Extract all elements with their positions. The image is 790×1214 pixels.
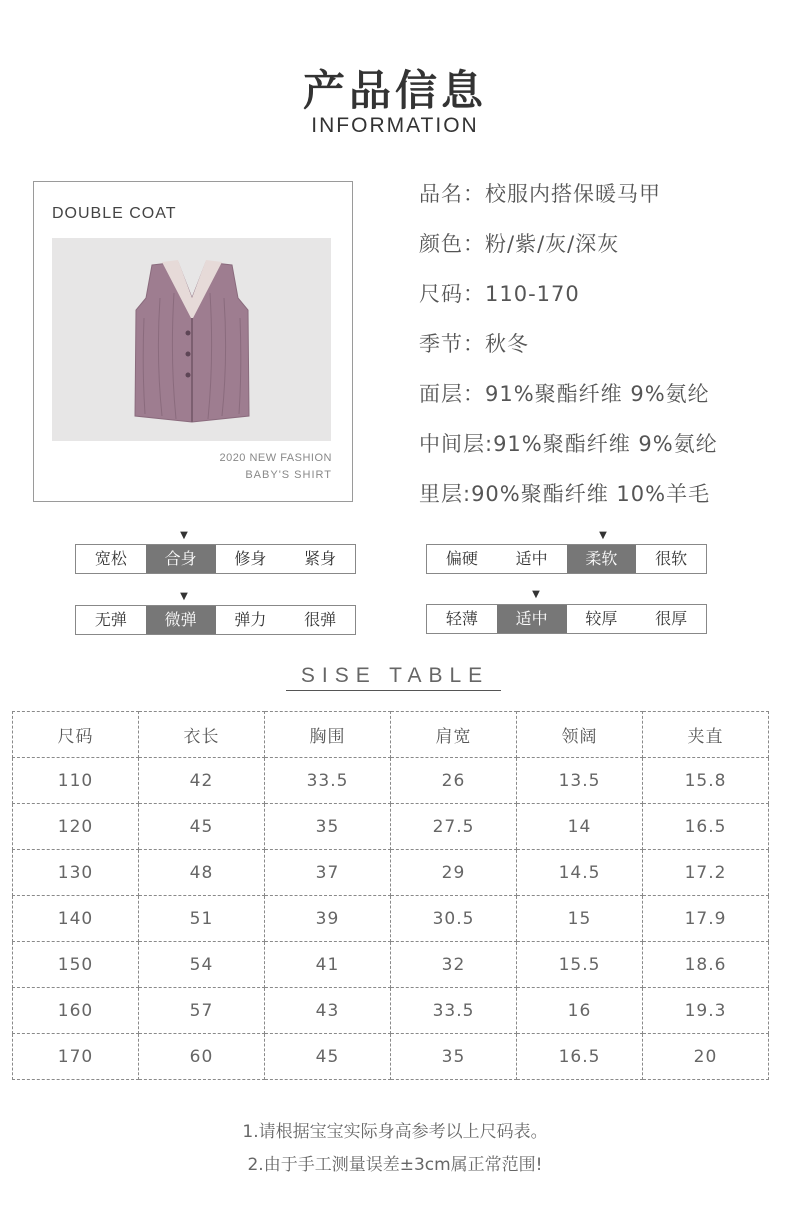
table-cell: 39: [265, 896, 391, 942]
vest-button: [186, 331, 191, 336]
table-cell: 170: [13, 1034, 139, 1080]
product-card-label: DOUBLE COAT: [52, 205, 177, 222]
elasticity-option: 无弹: [94, 610, 127, 629]
softness-option: 偏硬: [445, 549, 478, 568]
table-cell: 14: [517, 804, 643, 850]
table-cell: 26: [391, 758, 517, 804]
elasticity-option: 很弹: [304, 610, 337, 629]
product-photo: [52, 238, 331, 441]
fit-option: 修身: [234, 549, 267, 568]
table-cell: 14.5: [517, 850, 643, 896]
size-table-header-row: [13, 712, 769, 758]
thickness-marker-icon: ▼: [532, 589, 540, 600]
table-cell: 19.3: [643, 988, 769, 1034]
table-cell: 20: [643, 1034, 769, 1080]
header-cell: 尺码: [13, 712, 139, 758]
page-title: 产品信息: [302, 66, 487, 115]
table-row: [13, 942, 769, 988]
vest-button: [186, 373, 191, 378]
elasticity-scale: [75, 605, 356, 635]
table-cell: 16.5: [643, 804, 769, 850]
table-cell: 60: [139, 1034, 265, 1080]
table-cell: 32: [391, 942, 517, 988]
softness-option: 很软: [655, 549, 688, 568]
table-cell: 41: [265, 942, 391, 988]
spec-middle-layer: 中间层:91%聚酯纤维 9%氨纶: [419, 432, 718, 456]
table-cell: 15.5: [517, 942, 643, 988]
table-cell: 27.5: [391, 804, 517, 850]
spec-color: 颜色：粉/紫/灰/深灰: [419, 232, 620, 256]
table-cell: 15: [517, 896, 643, 942]
fit-option-selected: 合身: [146, 545, 216, 573]
size-note-2: 2.由于手工测量误差±3cm属正常范围!: [247, 1155, 543, 1175]
page-subtitle: INFORMATION: [311, 114, 479, 137]
softness-scale: [426, 544, 707, 574]
header-cell: 肩宽: [391, 712, 517, 758]
header-cell: 衣长: [139, 712, 265, 758]
table-cell: 35: [265, 804, 391, 850]
thickness-option: 轻薄: [445, 609, 478, 628]
table-cell: 37: [265, 850, 391, 896]
spec-season: 季节：秋冬: [419, 332, 529, 356]
thickness-option-selected: 适中: [497, 605, 567, 633]
elasticity-option: 弹力: [234, 610, 267, 629]
spec-inner-layer: 里层:90%聚酯纤维 10%羊毛: [419, 482, 711, 506]
vest-button: [186, 352, 191, 357]
table-cell: 43: [265, 988, 391, 1034]
softness-marker-icon: ▼: [599, 530, 607, 541]
header-cell: 胸围: [265, 712, 391, 758]
fit-option: 紧身: [304, 549, 337, 568]
softness-option: 适中: [515, 549, 548, 568]
table-row: [13, 988, 769, 1034]
product-card-tagline-2: BABY'S SHIRT: [245, 469, 332, 481]
product-card-tagline: 2020 NEW FASHION: [219, 452, 332, 464]
table-cell: 45: [265, 1034, 391, 1080]
table-cell: 120: [13, 804, 139, 850]
fit-marker-icon: ▼: [180, 530, 188, 541]
softness-option-selected: 柔软: [567, 545, 637, 573]
table-row: [13, 804, 769, 850]
spec-outer-layer: 面层：91%聚酯纤维 9%氨纶: [419, 382, 710, 406]
table-cell: 17.9: [643, 896, 769, 942]
table-row: [13, 850, 769, 896]
table-cell: 33.5: [265, 758, 391, 804]
table-cell: 140: [13, 896, 139, 942]
size-note-1: 1.请根据宝宝实际身高参考以上尺码表。: [242, 1122, 548, 1142]
table-cell: 45: [139, 804, 265, 850]
thickness-scale: [426, 604, 707, 634]
fit-scale: [75, 544, 356, 574]
table-row: [13, 1034, 769, 1080]
table-cell: 48: [139, 850, 265, 896]
thickness-option: 很厚: [655, 609, 688, 628]
spec-name: 品名：校服内搭保暖马甲: [419, 182, 661, 206]
spec-size: 尺码：110-170: [419, 282, 580, 306]
table-cell: 42: [139, 758, 265, 804]
table-cell: 51: [139, 896, 265, 942]
table-cell: 54: [139, 942, 265, 988]
table-row: [13, 896, 769, 942]
elasticity-marker-icon: ▼: [180, 591, 188, 602]
table-cell: 33.5: [391, 988, 517, 1034]
table-cell: 13.5: [517, 758, 643, 804]
table-cell: 57: [139, 988, 265, 1034]
table-cell: 150: [13, 942, 139, 988]
table-cell: 30.5: [391, 896, 517, 942]
size-table-title-underline: [286, 690, 501, 691]
vest-image: [52, 238, 331, 441]
table-cell: 16.5: [517, 1034, 643, 1080]
header-cell: 领阔: [517, 712, 643, 758]
thickness-option: 较厚: [585, 609, 618, 628]
table-cell: 35: [391, 1034, 517, 1080]
elasticity-option-selected: 微弹: [146, 606, 216, 634]
table-cell: 29: [391, 850, 517, 896]
table-cell: 16: [517, 988, 643, 1034]
table-cell: 130: [13, 850, 139, 896]
table-cell: 110: [13, 758, 139, 804]
table-cell: 160: [13, 988, 139, 1034]
header-cell: 夹直: [643, 712, 769, 758]
fit-option: 宽松: [94, 549, 127, 568]
table-cell: 18.6: [643, 942, 769, 988]
table-cell: 17.2: [643, 850, 769, 896]
table-row: [13, 758, 769, 804]
size-table-title: SISE TABLE: [300, 664, 490, 687]
table-cell: 15.8: [643, 758, 769, 804]
size-table: [12, 711, 769, 1080]
